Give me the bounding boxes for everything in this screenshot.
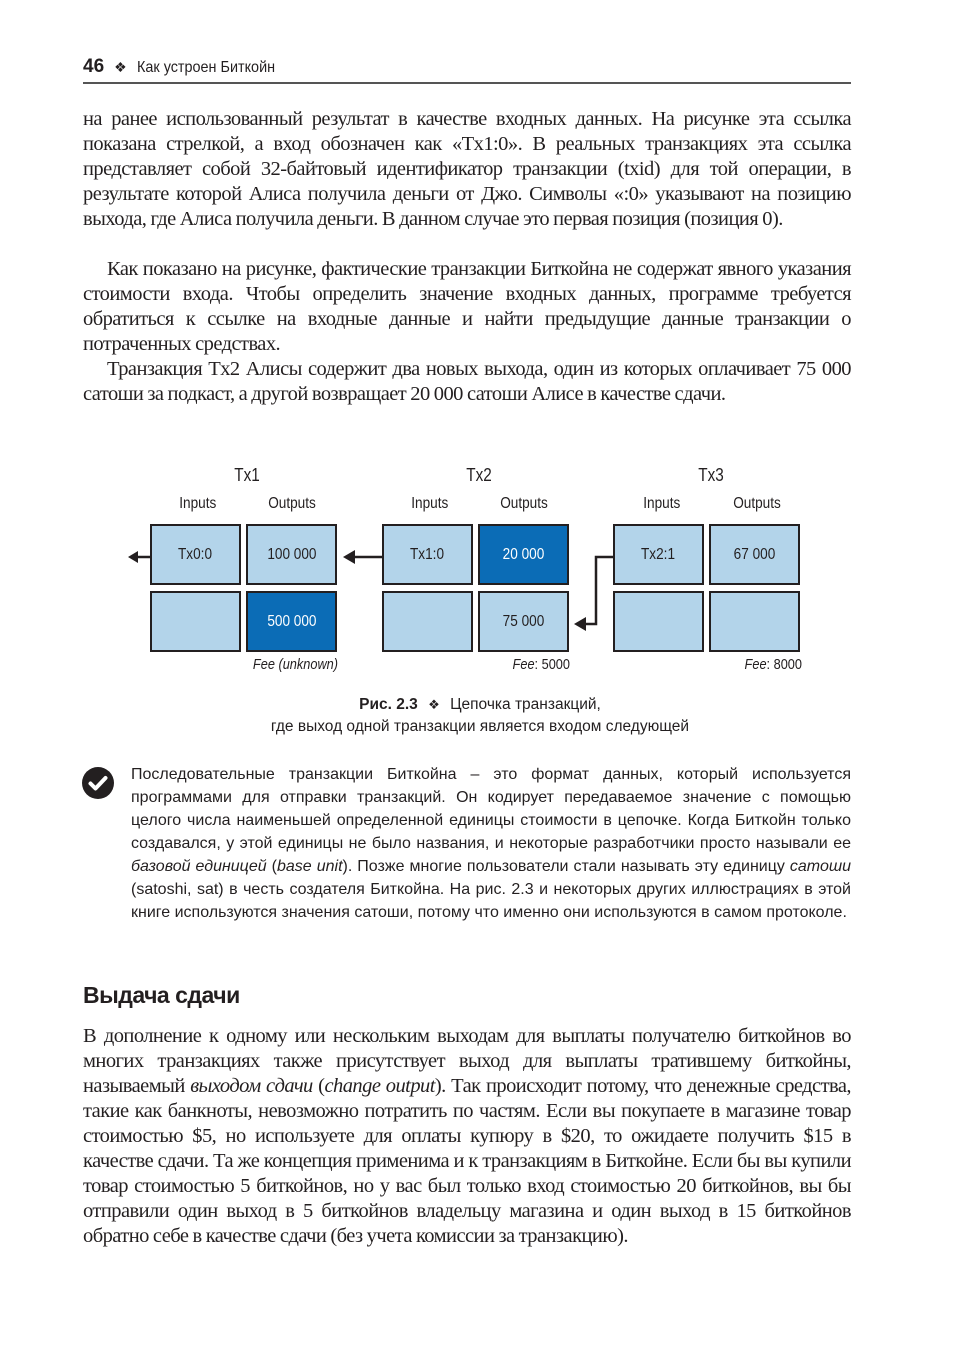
- paragraph-text: Транзакция Tx2 Алисы содержит два новых выхода, один из которых оплачивает 75 000 сатоши за подкаст, а другой возвращает 20 000 сатоши Алисе в качестве сдачи.: [83, 358, 851, 405]
- paragraph-4: [83, 1024, 851, 1249]
- tx2-output-0: 20 000: [478, 524, 569, 585]
- figure-caption: [180, 694, 780, 738]
- tx1-input-0: Tx0:0: [150, 524, 241, 585]
- chapter-title: Как устроен Биткойн: [136, 59, 275, 76]
- paragraph-3: [83, 357, 851, 407]
- paragraph-text: В дополнение к одному или нескольким выходам для выплаты получателю биткойнов во многих транзакциях также присутствует выход для выплаты тратившему биткойны, называемый выходом сдачи (change output). Так происходит потому, что денежные средства, такие как банкноты, невозможно потратить по частям. Если вы покупаете в магазине товар стоимостью $5, но используете для оплаты купюру в $20, то ожидаете получить $15 в качестве сдачи. Та же концепция применима и к транзакциям в Биткойне. Если бы вы купили товар стоимостью 5 биткойнов, но у вас был только вход стоимостью 20 биткойнов, вы бы отправили один выход в 5 биткойнов владельцу магазина и один выход в 15 биткойнов обратно себе в качестве сдачи (без учета комиссии за транзакцию).: [83, 1025, 851, 1247]
- caption-line-2: где выход одной транзакции является входом следующей: [270, 718, 690, 735]
- tx2-title: Tx2: [466, 465, 492, 485]
- caption-ornament-icon: ❖: [428, 697, 440, 712]
- tx2-fee-value: : 5000: [534, 656, 570, 673]
- caption-label: Рис. 2.3: [359, 696, 418, 713]
- tx1-fee: Fee (unknown): [252, 656, 338, 673]
- section-heading: Выдача сдачи: [83, 982, 240, 1008]
- paragraph-text: Как показано на рисунке, фактические транзакции Биткойна не содержат явного указания стоимости входа. Чтобы определить значение входных данных, программе требуется обратиться к ссылке на входные данные и найти предыдущие данные транзакции о потраченных средствах.: [83, 258, 851, 355]
- tx2-outputs-label: Outputs: [500, 495, 548, 512]
- em-change-output-en: change output: [324, 1075, 435, 1097]
- tx1-inputs-label: Inputs: [179, 495, 217, 512]
- note-block: Последовательные транзакции Биткойна – это формат данных, который используется программами для отправки транзакций. Он кодирует передаваемое значение с помощью целого числа наименьшей определенной единицы стоимости в цепочке. Когда Биткойн только создавался, у этой единицы не было названия, и некоторые разработчики просто называли ее базовой единицей (base unit). Позже многие пользователи стали называть эту единицу сатоши (satoshi, sat) в честь создателя Биткойна. На рис. 2.3 и некоторых других иллюстрациях в этой книге используются значения сатоши, потому что именно они используются в самом протоколе.: [131, 766, 852, 921]
- note-em-base-unit-en: base unit: [277, 858, 343, 875]
- note-em-satoshi: сатоши: [789, 858, 852, 875]
- caption-title: Цепочка транзакций,: [450, 696, 601, 713]
- tx3-input-1: [613, 591, 704, 652]
- ornament-icon: ❖: [114, 59, 127, 75]
- tx3-fee-value: : 8000: [766, 656, 802, 673]
- arrow-tx3-to-tx2: [584, 557, 613, 624]
- tx3-outputs-label: Outputs: [733, 495, 781, 512]
- tx3-output-0: 67 000: [709, 524, 800, 585]
- page-number: 46: [83, 56, 105, 77]
- note-em-base-unit-ru: базовой единицей: [131, 858, 267, 875]
- tx3-title: Tx3: [698, 465, 724, 485]
- tx3-input-0: Tx2:1: [613, 524, 704, 585]
- paragraph-text: на ранее использованный результат в качестве входных данных. На рисунке эта ссылка показана стрелкой, а вход обозначен как «Tx1:0». В реальных транзакциях эта ссылка представляет собой 32-байтовый идентификатор транзакции (txid) для той операции, в результате которой Алиса получила деньги от Джо. Символы «:0» указывают на позицию выхода, где Алиса получила деньги. В данном случае это первая позиция (позиция 0).: [83, 108, 851, 230]
- tx1-fee-value: (unknown): [278, 656, 338, 673]
- caption-line-1: [180, 694, 780, 716]
- paragraph-2: [83, 257, 851, 357]
- tx1-input-1: [150, 591, 241, 652]
- tx2-input-1: [382, 591, 473, 652]
- tx1-outputs-label: Outputs: [268, 495, 316, 512]
- tx1-title: Tx1: [234, 465, 260, 485]
- tx2-inputs-label: Inputs: [411, 495, 449, 512]
- arrowhead-tx1-to-tx0: [128, 551, 138, 563]
- tx2-input-0: Tx1:0: [382, 524, 473, 585]
- arrowhead-tx2-to-tx1: [343, 550, 355, 564]
- tx3-fee: Fee: 8000: [744, 656, 802, 673]
- running-head: [83, 55, 851, 84]
- paragraph-1: [83, 107, 851, 232]
- tx3-output-1: [709, 591, 800, 652]
- tx2-output-1: 75 000: [478, 591, 569, 652]
- tx3-inputs-label: Inputs: [643, 495, 681, 512]
- tx2-fee: Fee: 5000: [512, 656, 570, 673]
- arrowhead-tx3-to-tx2: [574, 617, 586, 631]
- check-circle-icon: [82, 767, 114, 799]
- tx1-output-0: 100 000: [246, 524, 337, 585]
- em-change-output-ru: выходом сдачи: [190, 1075, 313, 1097]
- tx1-output-1: 500 000: [246, 591, 337, 652]
